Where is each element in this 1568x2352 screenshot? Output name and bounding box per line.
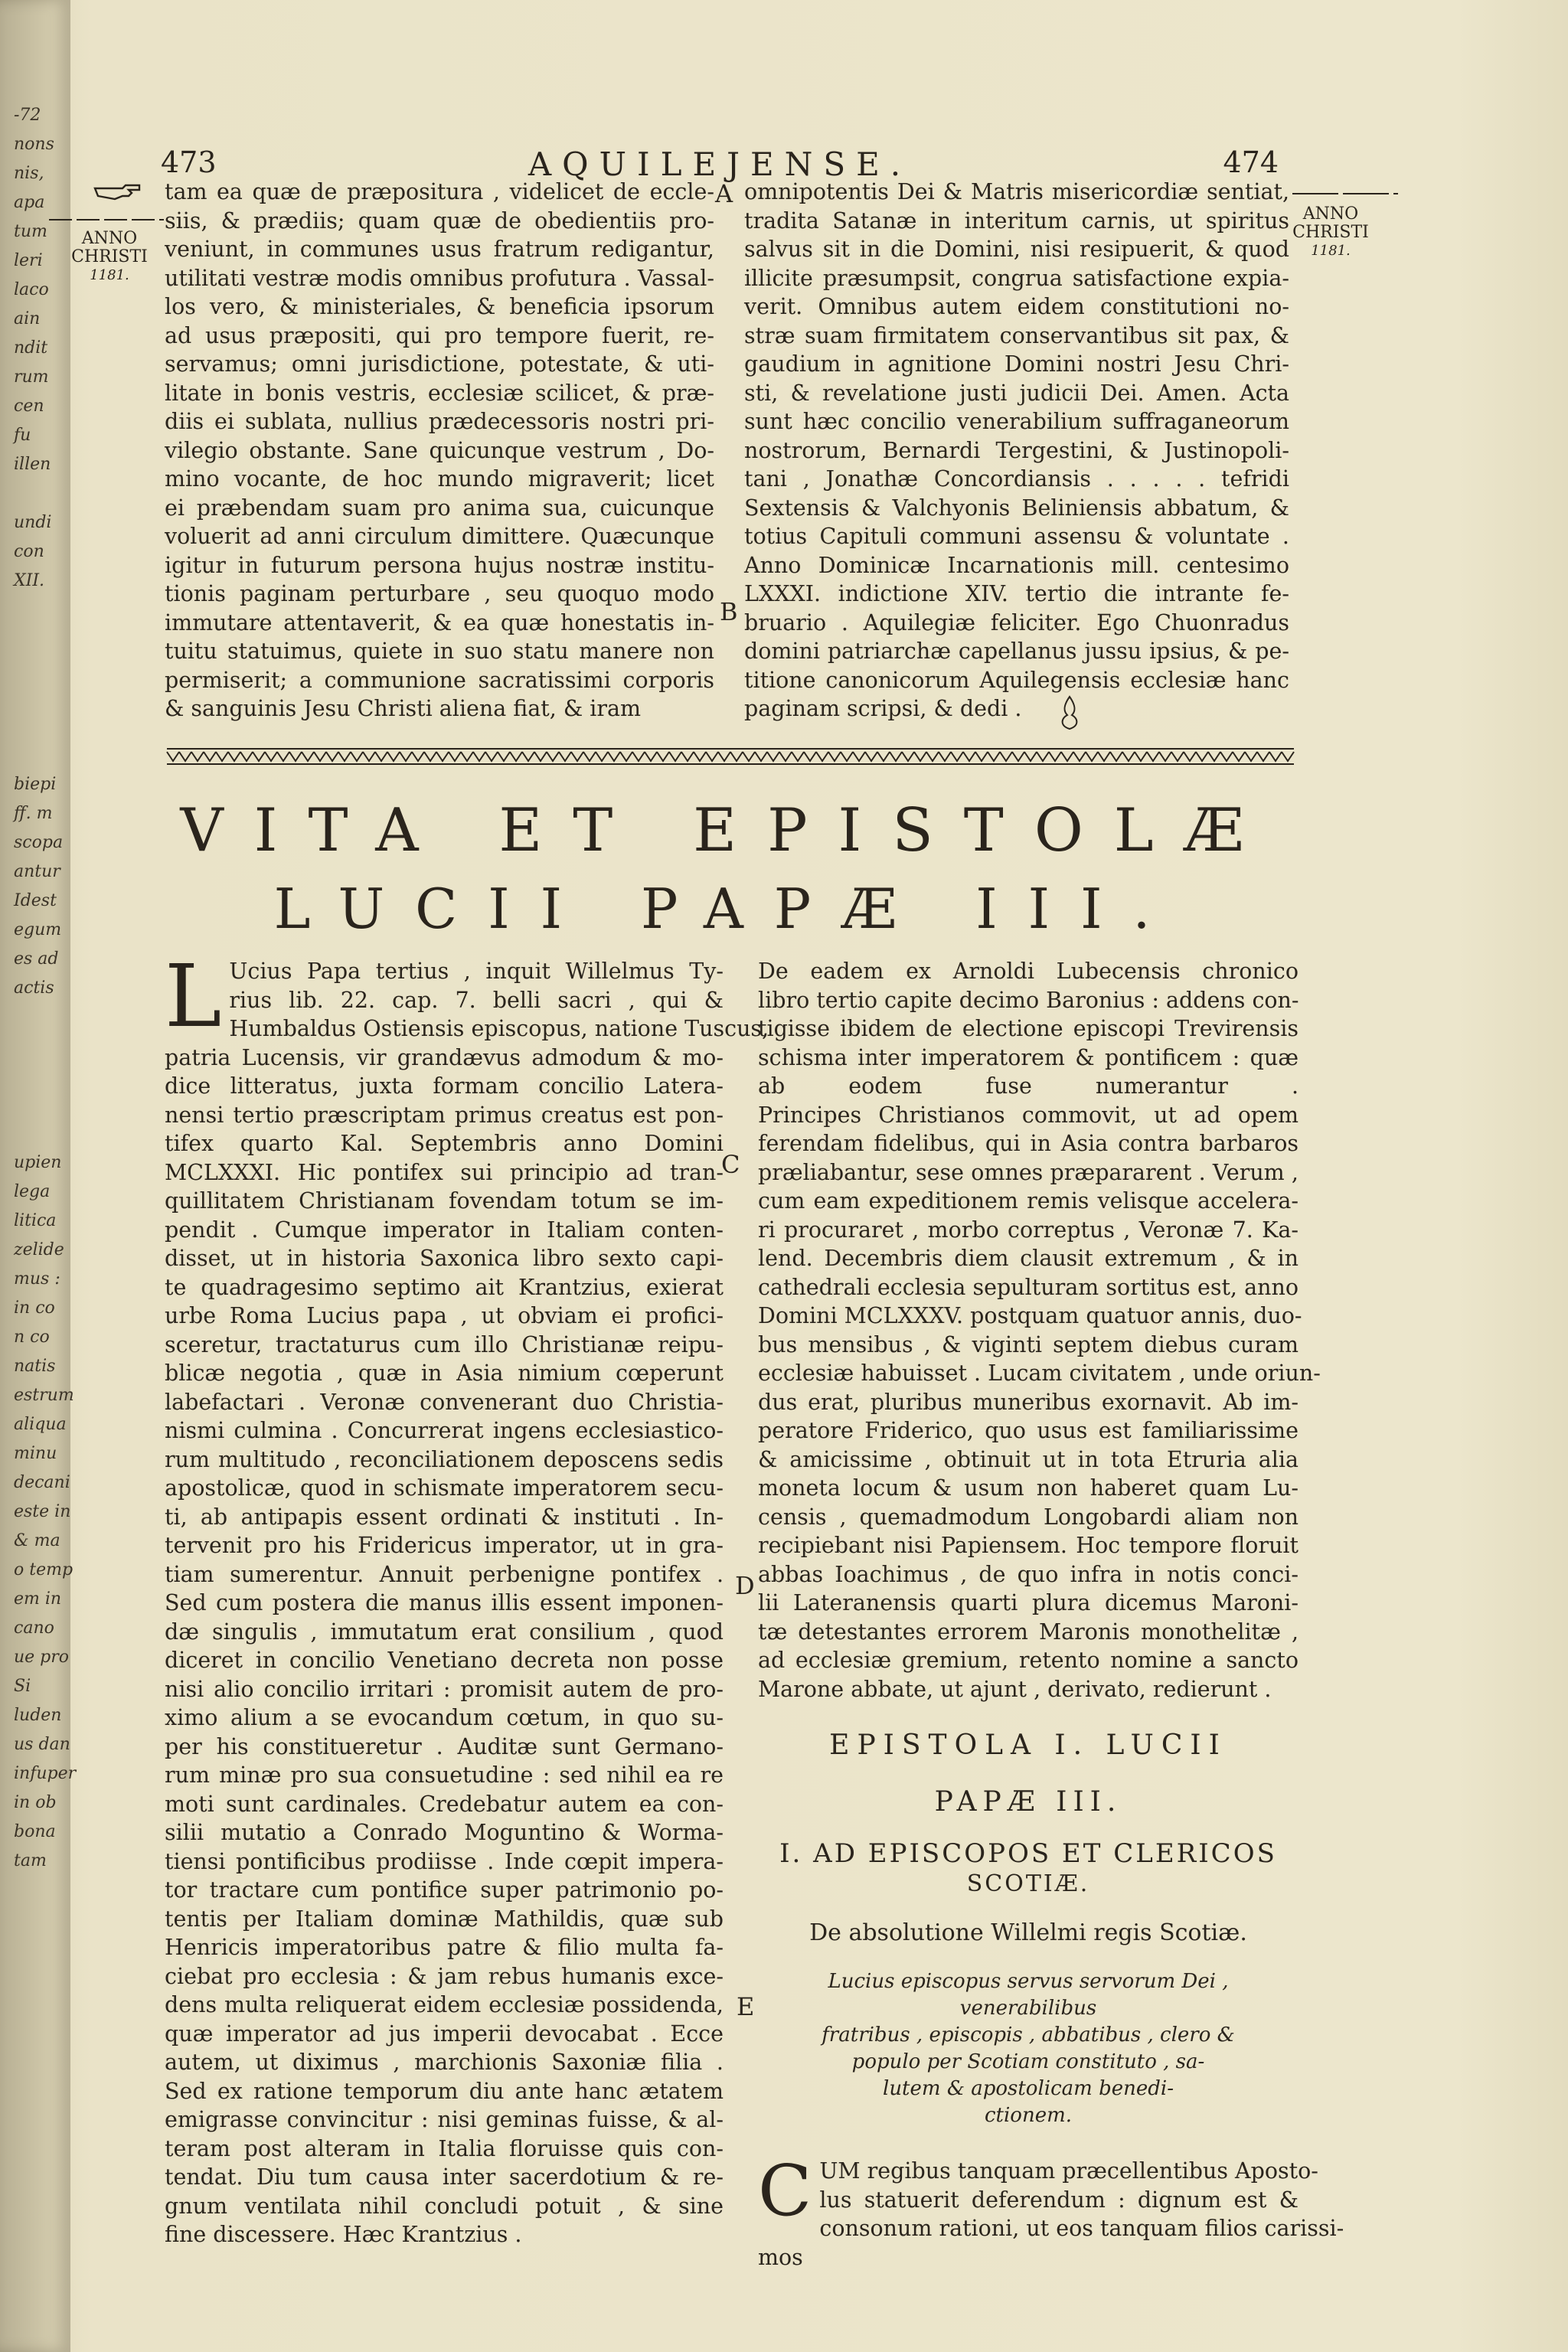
text-line: ri procuraret , morbo correptus , Veronæ 7. Ka- [758, 1217, 1298, 1243]
text-line: consonum rationi, ut eos tanquam filios carissi- [819, 2216, 1344, 2241]
text-line: moti sunt cardinales. Credebatur autem ea con- [165, 1791, 724, 1817]
dropcap-c: C [758, 2150, 812, 2232]
gutter-fragment: decani [14, 1473, 70, 1492]
gutter-fragment: laco [14, 280, 49, 299]
decorative-rule [167, 746, 1294, 767]
finis-mark-icon [1057, 695, 1083, 730]
text-line: moneta locum & usum non haberet quam Lu- [758, 1475, 1298, 1501]
text-line: apostolicæ, quod in schismate imperatorem secu- [165, 1475, 724, 1501]
text-line: tentis per Italiam dominæ Mathildis, quæ sub [165, 1906, 724, 1932]
text-line: servamus; omni jurisdictione, potestate, & uti- [165, 351, 714, 377]
text-line: gaudium in agnitione Domini nostri Jesu Chri- [744, 351, 1289, 377]
margin-letter-b: B [720, 597, 738, 626]
text-line: totius Capituli communi assensu & voluntate . [744, 524, 1289, 549]
text-line: Principes Christianos commovit, ut ad opem [758, 1102, 1298, 1128]
anno-line: ANNO [81, 229, 138, 248]
text-line: vilegio obstante. Sane quicunque vestrum , Do- [165, 437, 714, 463]
gutter-fragment: cano [14, 1619, 54, 1638]
gutter-fragment: con [14, 542, 44, 561]
gutter-fragment: ndit [14, 338, 48, 358]
epistola-heading: EPISTOLA I. LUCII [829, 1730, 1227, 1761]
gutter-fragment: in co [14, 1298, 55, 1318]
anno-line: 1181. [90, 267, 129, 283]
text-line: peratore Friderico, quo usus est familiarissime [758, 1418, 1298, 1443]
gutter-fragment: infuper [14, 1764, 77, 1783]
text-line: tendat. Diu tum causa inter sacerdotium & re- [165, 2164, 724, 2190]
gutter-fragment: luden [14, 1706, 62, 1725]
text-line: los vero, & ministeriales, & beneficia ipsorum [165, 294, 714, 319]
text-line: titione canonicorum Aquilegensis ecclesiæ hanc [744, 667, 1289, 693]
text-line: & amicissime , obtinuit ut in tota Etruria alia [758, 1446, 1298, 1472]
text-line: recipiebant nisi Papiensem. Hoc tempore floruit [758, 1533, 1298, 1558]
text-line: ad usus præpositi, qui pro tempore fuerit, re- [165, 322, 714, 348]
text-line: ciebat pro ecclesia : & jam rebus humanis exce- [165, 1963, 724, 1989]
gutter-fragment: nis, [14, 164, 44, 183]
gutter-fragment: undi [14, 513, 52, 532]
text-line: siis, & prædiis; quam quæ de obedientiis pro- [165, 207, 714, 234]
text-line: gnum ventilata nihil concludi potuit , & sine [165, 2193, 724, 2219]
text-line: urbe Roma Lucius papa , ut obviam ei profici- [165, 1303, 724, 1328]
gutter-fragment: scopa [14, 833, 64, 852]
salutation-line: lutem & apostolicam benedi- [883, 2077, 1174, 2100]
text-line: lii Lateranensis quarti plura dicemus Maroni- [758, 1590, 1298, 1615]
text-line: utilitati vestræ modis omnibus profutura . Vassal- [165, 265, 714, 291]
text-line: Humbaldus Ostiensis episcopus, natione Tuscus, [229, 1016, 769, 1041]
text-line: tervenit pro his Fridericus imperator, ut in gra- [165, 1533, 724, 1558]
text-line: ximo alium a se evocandum cœtum, in quo su- [165, 1705, 724, 1730]
text-line: tionis paginam perturbare , seu quoquo modo [165, 581, 714, 606]
text-line: dice litteratus, juxta formam concilio Latera- [165, 1073, 724, 1099]
epistola-heading-2: PAPÆ III. [934, 1786, 1122, 1818]
gutter-fragment: upien [14, 1153, 62, 1172]
text-line: igitur in futurum persona hujus nostræ institu- [165, 552, 714, 578]
text-line: diceret in concilio Venetiano decreta non posse [165, 1648, 724, 1673]
text-line: tæ detestantes errorem Maronis monothelitæ , [758, 1619, 1298, 1645]
text-line: salvus sit in die Domini, nisi resipuerit, & quod [744, 237, 1289, 262]
text-line: schisma inter imperatorem & pontificem : quæ [758, 1044, 1298, 1070]
epistola-title-2: SCOTIÆ. [966, 1870, 1090, 1897]
anno-line: 1181. [1311, 243, 1351, 259]
gutter-fragment: fu [14, 426, 31, 445]
gutter-fragment: actis [14, 978, 54, 998]
text-line: tor tractare cum pontifice super patrimonio po- [165, 1877, 724, 1903]
text-line: cathedrali ecclesia sepulturam sortitus est, anno [758, 1274, 1298, 1300]
text-line: blicæ negotia , quæ in Asia nimium cœperunt [165, 1361, 724, 1386]
text-line: nisi alio concilio irritari : promisit autem de pro- [165, 1676, 724, 1702]
salutation-line: ctionem. [984, 2104, 1073, 2127]
gutter-fragment: antur [14, 862, 60, 881]
text-line: immutare attentaverit, & ea quæ honestatis in- [165, 609, 714, 635]
text-line: tifex quarto Kal. Septembris anno Domini [165, 1131, 724, 1156]
text-line: te quadragesimo septimo ait Krantzius, exierat [165, 1274, 724, 1300]
gutter-fragment: egum [14, 920, 62, 939]
text-line: emigrasse convincitur : nisi geminas fuisse, & al- [165, 2107, 724, 2132]
salutation-line: fratribus , episcopis , abbatibus , clero & [822, 2024, 1235, 2047]
gutter-fragment: biepi [14, 775, 57, 794]
text-line: Ucius Papa tertius , inquit Willelmus Ty- [229, 959, 724, 984]
gutter-fragment: in ob [14, 1793, 57, 1812]
gutter-fragment: us dan [14, 1735, 70, 1754]
text-line: dæ singulis , immutatum erat consilium , quod [165, 1619, 724, 1645]
text-line: UM regibus tanquam præcellentibus Aposto- [819, 2158, 1318, 2184]
epistola-title: I. AD EPISCOPOS ET CLERICOS [779, 1838, 1277, 1869]
text-line: lus statuerit deferendum : dignum est & [819, 2187, 1298, 2213]
top-left-column [165, 178, 714, 724]
gutter-fragment: nons [14, 135, 54, 154]
text-line: diis ei sublata, nullius prædecessoris nostri pri- [165, 409, 714, 434]
text-line: disset, ut in historia Saxonica libro sexto capi- [165, 1246, 724, 1271]
text-line: teram post alteram in Italia floruisse quis con- [165, 2135, 724, 2161]
text-line: patria Lucensis, vir grandævus admodum & mo- [165, 1044, 724, 1070]
text-line: ti, ab antipapis essent ordinati & instituti . In- [165, 1504, 724, 1530]
anno-line: CHRISTI [1292, 223, 1369, 242]
text-line: quæ imperator ad jus imperii devocabat . Ecce [165, 2020, 724, 2047]
text-line: domini patriarchæ capellanus jussu ipsius, & pe- [744, 639, 1289, 664]
text-line: verit. Omnibus autem eidem constitutioni no- [744, 294, 1289, 319]
gutter-fragment: XII. [14, 571, 45, 590]
gutter-fragment: Si [14, 1677, 31, 1696]
text-line: ab eodem fuse numerantur . [758, 1073, 1298, 1099]
text-line: tiam sumerentur. Annuit perbenigne pontifex . [165, 1561, 724, 1587]
gutter-fragment: illen [14, 455, 51, 474]
text-line: tigisse ibidem de electione episcopi Trevirensis [758, 1016, 1298, 1041]
salutation [758, 1968, 1298, 2129]
text-line: Sed ex ratione temporum diu ante hanc ætatem [165, 2078, 724, 2104]
running-title: AQUILEJENSE. [528, 145, 912, 183]
text-line: Henricis imperatoribus patre & filio multa fa- [165, 1935, 724, 1960]
text-line: tani , Jonathæ Concordiansis . . . . . tefridi [744, 466, 1289, 492]
text-line: Marone abbate, ut ajunt , derivato, redierunt . [758, 1676, 1272, 1702]
gutter-fragment: este in [14, 1502, 71, 1521]
top-right-column [744, 178, 1289, 724]
text-line: bruario . Aquilegiæ feliciter. Ego Chuonradus [744, 609, 1289, 635]
text-line: omnipotentis Dei & Matris misericordiæ sentiat, [744, 179, 1289, 204]
text-line: ad ecclesiæ gremium, retento nomine a sancto [758, 1648, 1298, 1673]
gutter-fragment: cen [14, 397, 44, 416]
text-line: dens multa reliquerat eidem ecclesiæ possidenda, [165, 1992, 724, 2017]
right-page-number: 474 [1223, 145, 1279, 179]
epistola-subject: De absolutione Willelmi regis Scotiæ. [809, 1919, 1247, 1946]
text-line: per his constitueretur . Auditæ sunt Germano- [165, 1733, 724, 1759]
gutter-fragment: n co [14, 1328, 50, 1347]
text-line: Anno Dominicæ Incarnationis mill. centesimo [744, 552, 1289, 578]
text-line: De eadem ex Arnoldi Lubecensis chronico [758, 959, 1298, 984]
bottom-right-column [758, 957, 1344, 2272]
text-line: tam ea quæ de præpositura , videlicet de eccle- [165, 179, 714, 204]
dash-rule-left [49, 216, 164, 224]
text-line: præliabantur, sese omnes præpararent . Verum , [758, 1159, 1298, 1185]
gutter-fragment: es ad [14, 949, 59, 969]
text-line: Sed cum postera die manus illis essent imponen- [165, 1590, 724, 1615]
text-line: permiserit; a communione sacratissimi corporis [165, 667, 714, 693]
text-line: illicite præsumpsit, congrua satisfactione expia- [744, 265, 1289, 291]
margin-letter-c: C [721, 1150, 740, 1179]
margin-letter-a: A [715, 179, 733, 208]
anno-line: CHRISTI [71, 247, 148, 266]
text-line: & sanguinis Jesu Christi aliena fiat, & iram [165, 696, 642, 721]
gutter-fragment: ain [14, 309, 41, 328]
facing-page-gutter [0, 0, 77, 2352]
text-line: pendit . Cumque imperator in Italiam conten- [165, 1217, 724, 1243]
text-line: LXXXI. indictione XIV. tertio die intrante fe- [744, 581, 1289, 606]
text-line: nensi tertio præscriptam primus creatus est pon- [165, 1102, 724, 1128]
text-line: tiensi pontificibus prodiisse . Inde cœpit impera- [165, 1848, 724, 1874]
text-line: quillitatem Christianam fovendam totum se im- [165, 1188, 724, 1214]
text-line: sunt hæc concilio venerabilium suffraganeorum [744, 409, 1289, 434]
gutter-fragment: natis [14, 1357, 56, 1376]
text-line: sceretur, tractaturus cum illo Christianæ reipu- [165, 1331, 724, 1357]
salutation-line: Lucius episcopus servus servorum Dei , venerabilibus [828, 1970, 1229, 2020]
text-line: litate in bonis vestris, ecclesiæ scilicet, & præ- [165, 380, 714, 406]
gutter-fragment: bona [14, 1822, 56, 1841]
text-line: veniunt, in communes usus fratrum redigantur, [165, 237, 714, 262]
text-line: abbas Ioachimus , de quo infra in notis conci- [758, 1561, 1298, 1587]
text-line: sti, & revelatione justi judicii Dei. Amen. Acta [744, 380, 1289, 406]
text-line: Domini MCLXXXV. postquam quatuor annis, duo- [758, 1303, 1302, 1328]
text-line: mos [758, 2244, 803, 2270]
text-line: dus erat, pluribus muneribus exornavit. Ab im- [758, 1389, 1298, 1415]
text-line: ei præbendam suam pro anima sua, cuicunque [165, 495, 714, 521]
anno-line: ANNO [1302, 204, 1359, 224]
gutter-fragment: zelide [14, 1240, 64, 1259]
gutter-fragment: litica [14, 1211, 57, 1230]
text-line: censis , quemadmodum Longobardi aliam non [758, 1504, 1298, 1530]
text-line: lend. Decembris diem clausit extremum , & in [758, 1246, 1298, 1271]
text-line: Sextensis & Valchyonis Beliniensis abbatum, & [744, 495, 1289, 521]
gutter-fragment: apa [14, 193, 45, 212]
main-title: VITA ET EPISTOLÆ [180, 796, 1275, 865]
text-line: fine discessere. Hæc Krantzius . [165, 2222, 522, 2247]
text-line: ferendam fidelibus, qui in Asia contra barbaros [758, 1131, 1298, 1156]
gutter-fragment: tam [14, 1851, 47, 1870]
margin-note-anno-right [1289, 205, 1373, 260]
gutter-fragment: leri [14, 251, 43, 270]
gutter-fragment: Idest [14, 891, 57, 910]
gutter-fragment: ff. m [14, 804, 53, 823]
text-line: bus mensibus , & viginti septem diebus curam [758, 1331, 1298, 1357]
text-line: rum multitudo , reconciliationem deposcens sedis [165, 1446, 724, 1472]
text-line: voluerit ad anni circulum dimittere. Quæcunque [165, 524, 714, 549]
text-line: cum eam expeditionem remis velisque accelera- [758, 1188, 1298, 1214]
text-line: mino vocante, de hoc mundo migraverit; licet [165, 466, 714, 492]
text-line: stræ suam firmitatem conservantibus sit pax, & [744, 322, 1289, 348]
margin-note-anno-left [67, 230, 152, 285]
gutter-fragment: tum [14, 222, 47, 241]
gutter-fragment: & ma [14, 1531, 60, 1550]
pointing-hand-icon [92, 178, 145, 204]
text-line: rum minæ pro sua consuetudine : sed nihil ea re [165, 1762, 724, 1788]
margin-letter-d: D [735, 1571, 755, 1600]
text-line: libro tertio capite decimo Baronius : addens con- [758, 987, 1299, 1013]
gutter-fragment: mus : [14, 1269, 60, 1289]
gutter-fragment: em in [14, 1589, 62, 1609]
text-line: paginam scripsi, & dedi . [744, 696, 1022, 721]
gutter-fragment: aliqua [14, 1415, 67, 1434]
text-line: autem, ut diximus , marchionis Saxoniæ filia . [165, 2050, 724, 2075]
text-line: MCLXXXI. Hic pontifex sui principio ad tran- [165, 1159, 724, 1185]
gutter-fragment: estrum [14, 1386, 74, 1405]
left-page-number: 473 [161, 145, 217, 179]
dash-rule-right [1292, 190, 1398, 198]
gutter-fragment: rum [14, 368, 49, 387]
text-line: tuitu statuimus, quiete in suo statu manere non [165, 639, 714, 664]
text-line: labefactari . Veronæ convenerant duo Christia- [165, 1389, 724, 1415]
text-line: silii mutatio a Conrado Moguntino & Worma- [165, 1820, 724, 1845]
salutation-line: populo per Scotiam constituto , sa- [851, 2050, 1205, 2073]
main-subtitle: LUCII PAPÆ III. [273, 877, 1181, 941]
margin-letter-e: E [737, 1992, 755, 2021]
text-line: rius lib. 22. cap. 7. belli sacri , qui & [229, 987, 724, 1013]
text-line: ecclesiæ habuisset . Lucam civitatem , unde oriun- [758, 1361, 1321, 1386]
gutter-fragment: -72 [14, 106, 41, 125]
dropcap-l: L [165, 947, 222, 1047]
bottom-left-column [165, 947, 769, 2249]
gutter-fragment: lega [14, 1182, 51, 1201]
gutter-fragment: o temp [14, 1560, 74, 1579]
text-line: nostrorum, Bernardi Tergestini, & Justinopoli- [744, 437, 1289, 463]
gutter-fragment: ue pro [14, 1648, 70, 1667]
text-line: tradita Satanæ in interitum carnis, ut spiritus [744, 207, 1289, 234]
text-line: nismi culmina . Concurrerat ingens ecclesiastico- [165, 1418, 724, 1443]
gutter-fragment: minu [14, 1444, 57, 1463]
